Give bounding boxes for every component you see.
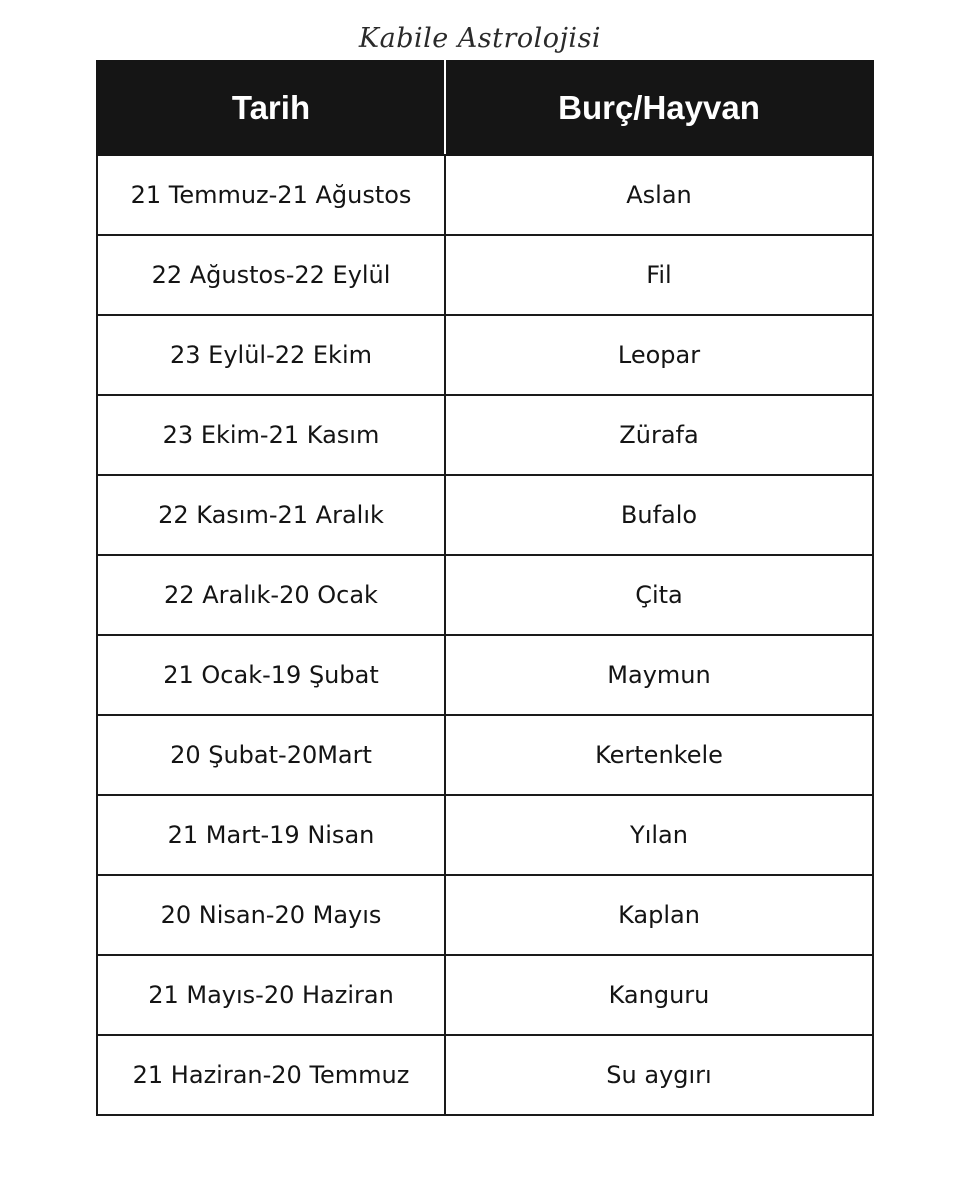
animal-cell: Zürafa: [445, 395, 873, 475]
date-cell: 21 Haziran-20 Temmuz: [97, 1035, 445, 1115]
date-cell: 21 Temmuz-21 Ağustos: [97, 155, 445, 235]
table-row: [97, 395, 873, 475]
zodiac-table: [96, 60, 874, 1116]
table-row: [97, 1035, 873, 1115]
zodiac-table-container: [96, 60, 872, 1116]
animal-cell: Aslan: [445, 155, 873, 235]
table-row: [97, 875, 873, 955]
date-cell: 22 Ağustos-22 Eylül: [97, 235, 445, 315]
animal-cell: Kanguru: [445, 955, 873, 1035]
date-cell: 22 Kasım-21 Aralık: [97, 475, 445, 555]
animal-cell: Çita: [445, 555, 873, 635]
animal-cell: Yılan: [445, 795, 873, 875]
page-title: Kabile Astrolojisi: [358, 23, 602, 54]
table-row: [97, 235, 873, 315]
date-cell: 23 Ekim-21 Kasım: [97, 395, 445, 475]
date-cell: 20 Şubat-20Mart: [97, 715, 445, 795]
animal-cell: Leopar: [445, 315, 873, 395]
table-row: [97, 635, 873, 715]
table-row: [97, 315, 873, 395]
date-cell: 21 Ocak-19 Şubat: [97, 635, 445, 715]
table-row: [97, 795, 873, 875]
table-header: [97, 61, 873, 155]
animal-cell: Maymun: [445, 635, 873, 715]
table-row: [97, 955, 873, 1035]
header-row: [97, 61, 873, 155]
animal-cell: Kertenkele: [445, 715, 873, 795]
animal-cell: Bufalo: [445, 475, 873, 555]
date-cell: 20 Nisan-20 Mayıs: [97, 875, 445, 955]
animal-cell: Kaplan: [445, 875, 873, 955]
date-cell: 21 Mayıs-20 Haziran: [97, 955, 445, 1035]
date-cell: 22 Aralık-20 Ocak: [97, 555, 445, 635]
header-date: Tarih: [97, 61, 445, 155]
header-sign-animal: Burç/Hayvan: [445, 61, 873, 155]
date-cell: 21 Mart-19 Nisan: [97, 795, 445, 875]
table-row: [97, 555, 873, 635]
table-row: [97, 475, 873, 555]
animal-cell: Su aygırı: [445, 1035, 873, 1115]
animal-cell: Fil: [445, 235, 873, 315]
table-body: [97, 155, 873, 1115]
table-row: [97, 155, 873, 235]
table-row: [97, 715, 873, 795]
date-cell: 23 Eylül-22 Ekim: [97, 315, 445, 395]
